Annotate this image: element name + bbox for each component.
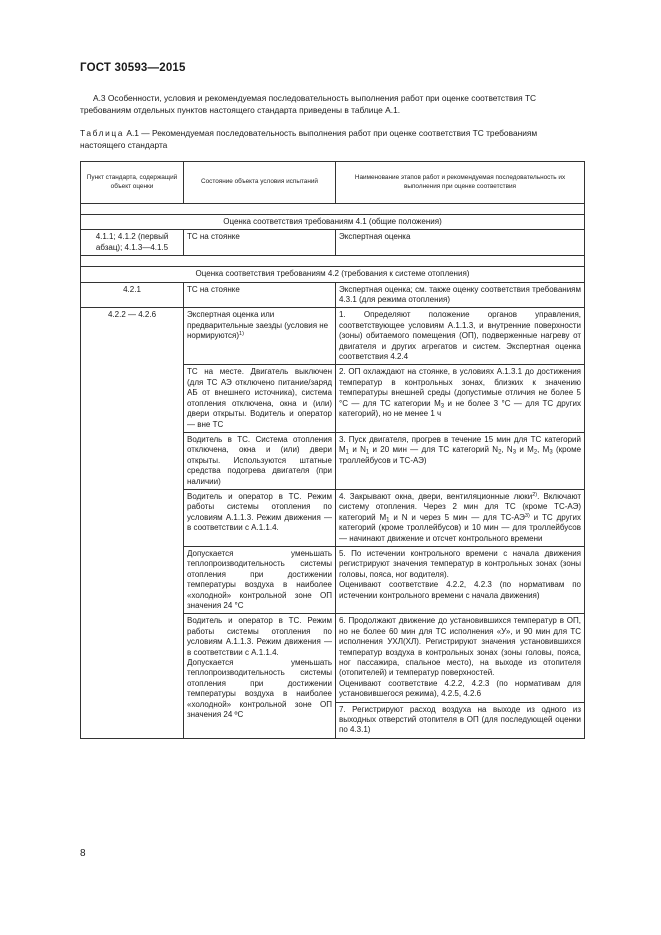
subscript: 3 — [549, 449, 553, 456]
subscript: 1 — [386, 517, 390, 524]
stage-text: и ТС других категорий (кроме троллейбусов) и 10 мин — для троллейбусов — начинают движение и отсчет контрольного времени — [339, 512, 582, 543]
state-text: Допускается уменьшать теплопроизводительность системы отопления при достижении температуры воздуха в наиболее «холодной» контрольной зоне ОП значения 24 ºС — [187, 658, 332, 720]
stage-text: и М — [516, 445, 534, 455]
stage-text: (кроме троллейбусов и ТС-АЭ) — [339, 445, 582, 465]
footnote-mark: 1) — [239, 331, 244, 338]
stage-text: и N — [349, 445, 366, 455]
intro-paragraph: А.3 Особенности, условия и рекомендуемая последовательность выполнения работ при оценке соответствия ТС требованиям отдельных пунктов настоящего стандарта приведены в таблице А.1. — [80, 93, 537, 115]
state-cell — [184, 308, 336, 365]
stage-cell — [336, 614, 585, 702]
stage-text: 6. Продолжают движение до установившихся температур в ОП, но не более 60 мин для ТС исполнения «У», и 90 мин для ТС исполнения УХЛ(ХЛ). Регистрируют значения установившихся температур воздуха в контрольных зонах (зоны головы, пояса, ног пассажира, спальное место), на выходе из отопителя (отопителей) и температур поверхностей. — [339, 616, 581, 678]
stage-text: и не более 3 °С — для ТС других категорий), но не менее 1 ч — [339, 398, 582, 419]
header-clause: Пункт стандарта, содержащий объект оценки — [81, 162, 184, 204]
table-row — [81, 282, 585, 308]
stage-text: Оценивают соответствие 4.2.2, 4.2.3 (по нормативам по истечении контрольного времени с начала движения) — [339, 580, 581, 600]
stage-text: и 20 мин — для ТС категорий N — [369, 445, 499, 455]
stage-text: 4. Закрывают окна, двери, вентиляционные люки — [339, 491, 533, 501]
stage-text: . Включают систему отопления. Через 2 мин для ТС (кроме ТС-АЭ) категорий М — [339, 491, 582, 522]
stage-text: и N и через 5 мин — для ТС-АЭ — [389, 512, 525, 522]
stage-text: , N — [501, 445, 513, 455]
table-row — [81, 308, 585, 365]
state-cell: ТС на месте. Двигатель выключен (для ТС АЭ отключено питание/заряд АБ от внешнего источника), система отопления отключена, окна и (или) двери открыты. Водитель и оператор — вне ТС — [184, 365, 336, 432]
state-cell — [184, 614, 336, 738]
stage-text: Оценивают соответствие 4.2.2, 4.2.3 (по нормативам для установившегося режима), 4.2.5, 4.2.6 — [339, 678, 581, 699]
stage-text: 2. ОП охлаждают на стоянке, в условиях А.1.3.1 до достижения температур в контрольных зонах, близких к значению температуры внешней среды (допустимые отличия не более 5 °С — для ТС категории М — [339, 367, 581, 408]
stage-text: , М — [537, 445, 550, 455]
state-cell: Водитель и оператор в ТС. Режим работы системы отопления по условиям А.1.1.3. Режим движения — в соответствии с А.1.1.4. — [184, 489, 336, 546]
stage-cell: Экспертная оценка; см. также оценку соответствия требованиям 4.3.1 (для режима отопления) — [336, 282, 585, 308]
table-caption — [80, 128, 583, 151]
page-number: 8 — [80, 848, 86, 859]
section-row — [81, 215, 585, 230]
header-state: Состояние объекта условия испытаний — [184, 162, 336, 204]
section-title-4-2: Оценка соответствия требованиям 4.2 (требования к системе отопления) — [81, 267, 585, 282]
stage-cell — [336, 365, 585, 432]
stage-cell: 7. Регистрируют расход воздуха на выходе из одного из выходных отверстий отопителя в ОП (для последующей оценки по 4.3.1) — [336, 702, 585, 738]
footnote-mark: 3) — [524, 512, 530, 519]
stage-text: 3. Пуск двигателя, прогрев в течение 15 мин для ТС категорий М — [339, 434, 581, 455]
subscript: 2 — [533, 449, 538, 456]
header-stages: Наименование этапов работ и рекомендуемая последовательность их выполнения при оценке соответствия — [336, 162, 585, 204]
subscript: 3 — [512, 449, 517, 456]
state-cell: ТС на стоянке — [184, 230, 336, 256]
spacer-row — [81, 204, 585, 215]
state-cell: ТС на стоянке — [184, 282, 336, 308]
stage-cell — [336, 489, 585, 546]
requirements-table — [80, 161, 585, 739]
stage-cell: Экспертная оценка — [336, 230, 585, 256]
section-row — [81, 267, 585, 282]
state-cell: Допускается уменьшать теплопроизводительность системы отопления при достижении температуры воздуха в наиболее «холодной» контрольной зоне ОП значения 24 °С — [184, 546, 336, 613]
subscript: 3 — [440, 403, 445, 410]
document-title: ГОСТ 30593—2015 — [80, 62, 186, 74]
table-header-row — [81, 162, 585, 204]
stage-cell: 1. Определяют положение органов управления, соответствующее условиям А.1.1.3, и внутренние поверхности (зоны) обитаемого помещения (ОП), подверженные нагреву от двигателя и других агрегатов и систем. Экспертная оценка соответствия 4.2.4 — [336, 308, 585, 365]
section-title-4-1: Оценка соответствия требованиям 4.1 (общие положения) — [81, 215, 585, 230]
clause-cell: 4.2.1 — [81, 282, 184, 308]
table-caption-text: А.1 — Рекомендуемая последовательность выполнения работ при оценке соответствия ТС требованиям настоящего стандарта — [80, 128, 538, 150]
state-text: Экспертная оценка или предварительные заезды (условия не нормируются) — [187, 310, 329, 341]
table-label: Таблица — [80, 128, 125, 138]
stage-cell — [336, 432, 585, 489]
spacer-row — [81, 256, 585, 267]
stage-cell — [336, 546, 585, 613]
state-cell: Водитель в ТС. Система отопления отключена, окна и (или) двери открыты. Используются штатные средства подогрева двигателя (при наличии) — [184, 432, 336, 489]
clause-cell: 4.1.1; 4.1.2 (первый абзац); 4.1.3—4.1.5 — [81, 230, 184, 256]
footnote-mark: 2) — [532, 491, 538, 498]
state-text: Водитель и оператор в ТС. Режим работы системы отопления по условиям А.1.1.3. Режим движения — в соответствии с А.1.1.4. — [187, 616, 332, 657]
clause-cell: 4.2.2 — 4.2.6 — [81, 308, 184, 738]
subscript: 2 — [498, 449, 502, 456]
table-row — [81, 230, 585, 256]
subscript: 1 — [345, 449, 350, 456]
subscript: 1 — [365, 449, 370, 456]
stage-text: 5. По истечении контрольного времени с начала движения регистрируют значения температур в контрольных зонах (зоны головы, пояса, ног водителя). — [339, 548, 581, 579]
